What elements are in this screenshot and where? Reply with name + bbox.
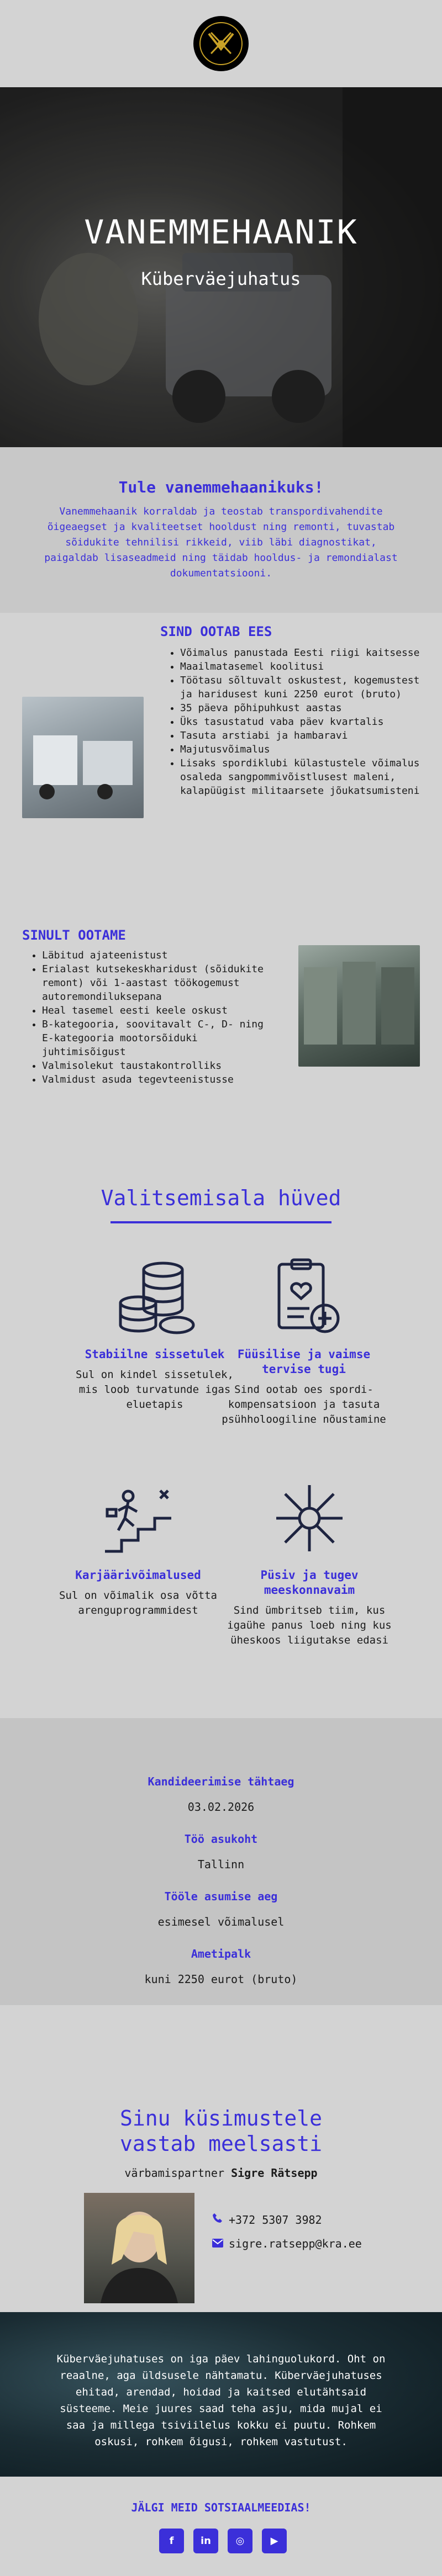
contact-photo [84, 2193, 194, 2303]
phone-link[interactable] [212, 2213, 322, 2227]
social-title: JÄLGI MEID SOTSIAALMEEDIAS! [131, 2501, 311, 2514]
benefits-divider [110, 1221, 332, 1223]
hero-title: VANEMMEHAANIK [84, 213, 358, 252]
deadline-value: 03.02.2026 [187, 1800, 255, 1814]
list-item: • Erialast kutsekeskharidust (sõidukite remont) või 1-aastast töökogemust autoremondiluksepana [42, 962, 269, 1004]
list-item: • Valmidust asuda tegevteenistusse [42, 1073, 269, 1086]
envelope-icon [212, 2237, 223, 2250]
salary-value: kuni 2250 eurot (bruto) [144, 1973, 298, 1986]
kuberväejuhatus-emblem-icon [193, 16, 249, 71]
hero-subtitle: Küberväejuhatus [141, 268, 301, 289]
offer-title: SIND OOTAB EES [160, 624, 272, 639]
salary-label: Ametipalk [191, 1947, 251, 1960]
intro-title: Tule vanemmehaanikuks! [118, 478, 324, 496]
list-item: • Läbitud ajateenistust [42, 948, 269, 962]
job-info-section [0, 1718, 442, 2005]
trucks-photo [22, 697, 144, 818]
benefit-card [227, 1474, 392, 1648]
location-value: Tallinn [197, 1858, 245, 1871]
benefit-text: Sul on võimalik osa võtta arenguprogrammidest [59, 1589, 217, 1616]
benefit-text: Sind ootab oes spordi- kompensatsioon ja tasuta psühholoogiline nõustamine [222, 1384, 386, 1425]
offer-section [0, 613, 442, 922]
expect-title: SINULT OOTAME [22, 927, 126, 943]
contact-title: Sinu küsimustele vastab meelsasti [119, 2106, 323, 2156]
team-hands-icon [265, 1474, 354, 1562]
list-item: • Maailmatasemel koolitusi [180, 660, 429, 674]
offer-list [168, 646, 429, 798]
youtube-icon[interactable]: ▶ [262, 2529, 287, 2553]
hero-banner [0, 87, 442, 447]
start-label: Tööle asumise aeg [164, 1890, 278, 1903]
social-buttons [159, 2529, 287, 2553]
contact-name: Sigre Rätsepp [231, 2166, 318, 2180]
list-item: • Võimalus panustada Eesti riigi kaitsesse [180, 646, 429, 660]
list-item: • Majutusvõimalus [180, 743, 429, 756]
benefit-title: Karjäärivõimalused [75, 1568, 201, 1582]
benefit-title: Füüsilise ja vaimse tervise tugi [237, 1348, 371, 1376]
about-text: Küberväejuhatuses on iga päev lahinguolukord. Oht on reaalne, aga üldsusele nähtamatu. Küberväejuhatuses ehitad, arendad, hoidad ja kaitsed elutähtsaid süsteeme. Meie juures saad teha asju, mida mujal ei saa ja millega tsiviilelus kokku ei puutu. Rohkem oskusi, rohkem õigusi, rohkem vastutust. [56, 2353, 386, 2448]
expect-list [30, 948, 269, 1086]
benefit-card [72, 1253, 238, 1412]
about-banner [0, 2312, 442, 2477]
contact-person [0, 2166, 442, 2180]
facebook-icon[interactable]: f [159, 2529, 184, 2553]
social-section [0, 2477, 442, 2576]
benefit-title: Püsiv ja tugev meeskonnavaim [260, 1568, 359, 1597]
career-stairs-icon [94, 1474, 182, 1562]
email-address: sigre.ratsepp@kra.ee [229, 2237, 362, 2250]
list-item: • Valmisolekut taustakontrolliks [42, 1059, 269, 1073]
health-clipboard-icon [260, 1253, 348, 1342]
coins-icon [110, 1253, 199, 1342]
email-link[interactable] [212, 2237, 362, 2250]
hero-background-image [0, 87, 442, 447]
list-item: • 35 päeva põhipuhkust aastas [180, 701, 429, 715]
benefit-text: Sind ümbritseb tiim, kus igaühe panus loeb ning kus üheskoos liigutakse edasi [227, 1604, 392, 1646]
benefit-card [221, 1253, 387, 1427]
phone-number: +372 5307 3982 [229, 2213, 322, 2227]
intro-text: Vanemmehaanik korraldab ja teostab transpordivahendite õigeaegset ja kvaliteetset hooldust ning remonti, tuvastab sõidukite tehnilisi rikkeid, viib läbi diagnostikat, paigaldab lisaseadmeid ning täidab hooldus- ja remondialast dokumentatsiooni. [44, 506, 398, 579]
list-item: • Heal tasemel eesti keele oskust [42, 1004, 269, 1017]
list-item: • Üks tasustatud vaba päev kvartalis [180, 715, 429, 729]
list-item: • Töötasu sõltuvalt oskustest, kogemustest ja haridusest kuni 2250 eurot (bruto) [180, 674, 429, 701]
linkedin-icon[interactable]: in [193, 2529, 218, 2553]
benefit-card [55, 1474, 221, 1618]
benefit-text: Sul on kindel sissetulek, mis loob turvatunde igas eluetapis [76, 1369, 234, 1411]
benefits-section [0, 1154, 442, 1718]
intro-section [0, 447, 442, 613]
benefit-title: Stabiilne sissetulek [85, 1348, 225, 1361]
list-item: • Tasuta arstiabi ja hambaravi [180, 729, 429, 743]
military-vehicles-photo [298, 945, 420, 1067]
benefits-title: Valitsemisala hüved [101, 1186, 341, 1210]
expect-section [0, 922, 442, 1154]
header [0, 0, 442, 87]
start-value: esimesel võimalusel [157, 1915, 285, 1928]
contact-role: värbamispartner [124, 2166, 225, 2180]
deadline-label: Kandideerimise tähtaeg [148, 1775, 294, 1788]
contact-section [0, 2005, 442, 2312]
phone-icon [212, 2213, 223, 2227]
list-item: • B-kategooria, soovitavalt C-, D- ning E-kategooria mootorsõiduki juhtimisõigust [42, 1017, 269, 1059]
location-label: Töö asukoht [184, 1832, 258, 1846]
list-item: • Lisaks spordiklubi külastustele võimalus osaleda sangpommivõistlusest maleni, kalapüügist militaarsete jõukatsumisteni [180, 756, 429, 798]
instagram-icon[interactable]: ◎ [228, 2529, 252, 2553]
